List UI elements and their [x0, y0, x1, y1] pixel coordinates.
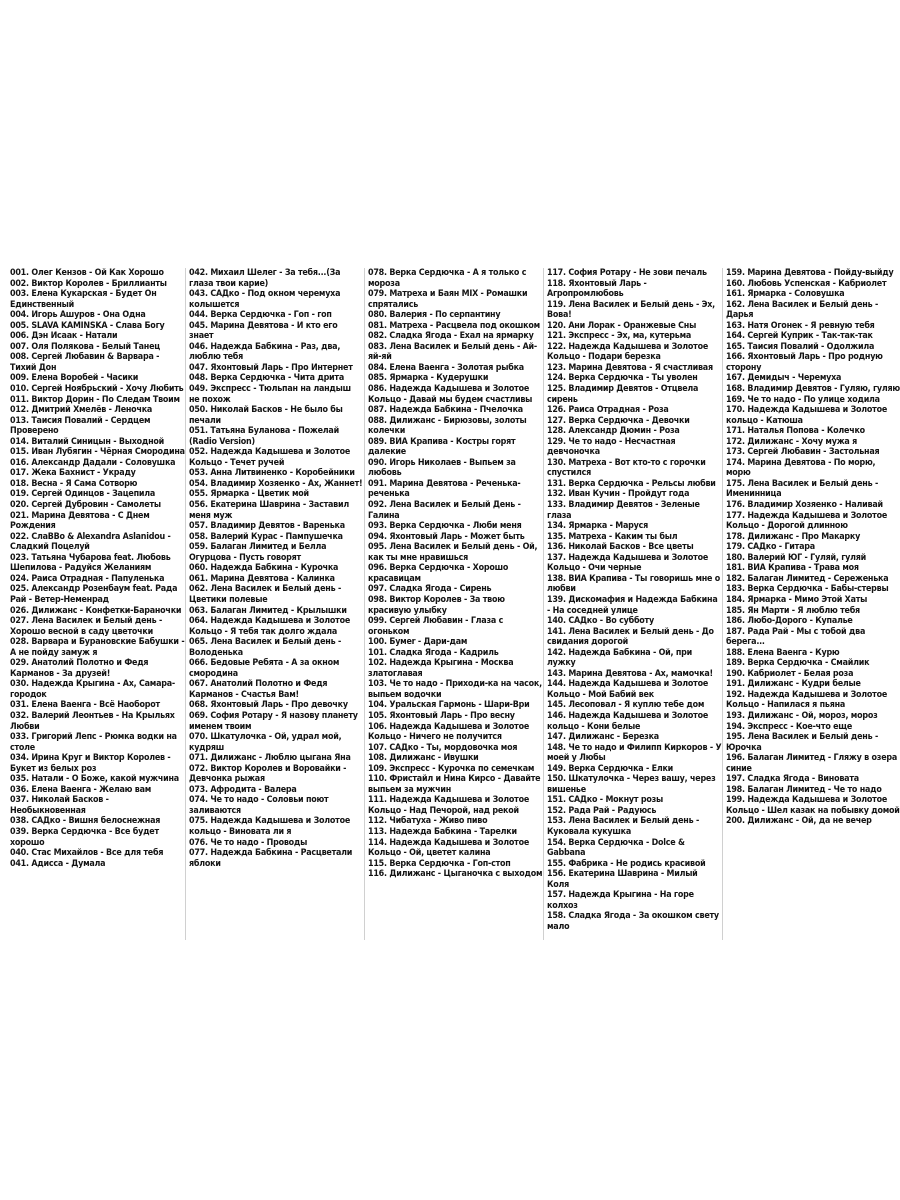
- track-item: 013. Таисия Повалий - Сердцем Проверено: [10, 415, 151, 437]
- track-item: 081. Матреха - Расцвела под окошком: [368, 320, 540, 331]
- track-item: 190. Кабриолет - Белая роза: [726, 668, 854, 679]
- track-item: 031. Елена Ваенга - Всё Наоборот: [10, 700, 160, 711]
- track-item: 079. Матреха и Баян MIX - Ромашки спрятались: [368, 289, 528, 310]
- track-item: 072. Виктор Королев и Воровайки - Девчонка рыжая: [189, 763, 347, 785]
- track-item: 148. Че то надо и Филипп Киркоров - У моей у Любы: [547, 742, 722, 764]
- track-item: 101. Сладка Ягода - Кадриль: [368, 647, 499, 658]
- track-item: 012. Дмитрий Хмелёв - Леночка: [10, 405, 153, 416]
- track-item: 155. Фабрика - Не родись красивой: [547, 858, 706, 869]
- track-item: 166. Яхонтовый Ларь - Про родную сторону: [726, 352, 883, 373]
- track-item: 048. Верка Сердючка - Чита дрита: [189, 373, 344, 384]
- track-item: 198. Балаган Лимитед - Че то надо: [726, 784, 882, 795]
- track-item: 151. САДко - Мокнут розы: [547, 795, 663, 806]
- track-item: 195. Лена Василек и Белый день - Юрочка: [726, 732, 879, 753]
- track-item: 113. Надежда Бабкина - Тарелки: [368, 826, 517, 837]
- track-item: 010. Сергей Ноябрьский - Хочу Любить: [10, 384, 184, 395]
- track-item: 134. Ярмарка - Маруся: [547, 521, 648, 532]
- track-item: 052. Надежда Кадышева и Золотое Кольцо - Течет ручей: [189, 447, 351, 468]
- track-item: 143. Марина Девятова - Ах, мамочка!: [547, 668, 713, 679]
- track-item: 130. Матреха - Вот кто-то с горочки спустился: [547, 457, 706, 479]
- track-item: 180. Валерий ЮГ - Гуляй, гуляй: [726, 552, 867, 563]
- track-item: 158. Сладка Ягода - За окошком свету мало: [547, 911, 719, 932]
- track-item: 169. Че то надо - По улице ходила: [726, 394, 880, 405]
- track-item: 175. Лена Василек и Белый день - Именинница: [726, 478, 879, 500]
- track-item: 078. Верка Сердючка - А я только с мороза: [368, 268, 527, 289]
- track-item: 087. Надежда Бабкина - Пчелочка: [368, 405, 523, 416]
- track-item: 152. Рада Рай - Радуюсь: [547, 805, 657, 816]
- track-item: 177. Надежда Кадышева и Золотое Кольцо - Дорогой длинною: [726, 510, 888, 532]
- track-item: 173. Сергей Любавин - Застольная: [726, 447, 880, 458]
- track-item: 172. Дилижанс - Хочу мужа я: [726, 436, 858, 447]
- track-item: 149. Верка Сердючка - Елки: [547, 763, 674, 774]
- track-item: 191. Дилижанс - Кудри белые: [726, 679, 861, 690]
- track-item: 015. Иван Лубягин - Чёрная Смородина: [10, 447, 185, 458]
- track-item: 009. Елена Воробей - Часики: [10, 373, 139, 384]
- track-item: 002. Виктор Королев - Бриллианты: [10, 278, 167, 289]
- track-item: 027. Лена Василек и Белый день - Хорошо весной в саду цветочки: [10, 616, 163, 637]
- track-item: 036. Елена Ваенга - Желаю вам: [10, 784, 152, 795]
- track-item: 117. София Ротару - Не зови печаль: [547, 268, 707, 278]
- track-item: 029. Анатолий Полотно и Федя Карманов - За друзей!: [10, 658, 149, 679]
- track-item: 146. Надежда Кадышева и Золотое кольцо - Кони белые: [547, 710, 709, 732]
- track-item: 034. Ирина Круг и Виктор Королев - Букет из белых роз: [10, 753, 171, 774]
- track-item: 056. Екатерина Шаврина - Заставил меня муж: [189, 500, 349, 521]
- track-item: 054. Владимир Хозяенко - Ах, Жаннет!: [189, 478, 363, 489]
- track-item: 090. Игорь Николаев - Выпьем за любовь: [368, 457, 516, 479]
- track-item: 168. Владимир Девятов - Гуляю, гуляю: [726, 384, 900, 395]
- track-column-1: [7, 268, 185, 940]
- track-item: 154. Верка Сердючка - Dolce & Gabbana: [547, 837, 685, 859]
- track-item: 181. ВИА Крапива - Трава моя: [726, 563, 859, 574]
- track-item: 043. САДко - Под окном черемуха колышется: [189, 289, 341, 310]
- track-item: 103. Че то надо - Приходи-ка на часок, выпьем водочки: [368, 679, 542, 700]
- track-item: 141. Лена Василек и Белый день - До свидания дорогой: [547, 626, 714, 648]
- track-item: 120. Ани Лорак - Оранжевые Сны: [547, 320, 697, 331]
- track-item: 119. Лена Василек и Белый день - Эх, Вова!: [547, 299, 715, 321]
- track-item: 021. Марина Девятова - С Днем Рождения: [10, 510, 150, 532]
- track-item: 186. Любо-Дорого - Купалье: [726, 616, 853, 627]
- track-item: 099. Сергей Любавин - Глаза с огоньком: [368, 616, 504, 637]
- track-item: 194. Экспресс - Кое-что еще: [726, 721, 853, 732]
- track-item: 085. Ярмарка - Кудерушки: [368, 373, 489, 384]
- track-item: 182. Балаган Лимитед - Сереженька: [726, 573, 889, 584]
- track-item: 161. Ярмарка - Соловушка: [726, 289, 845, 300]
- track-item: 069. София Ротару - Я назову планету именем твоим: [189, 710, 358, 732]
- track-item: 150. Шкатулочка - Через вашу, через вишенье: [547, 774, 716, 795]
- track-item: 096. Верка Сердючка - Хорошо красавицам: [368, 563, 509, 584]
- track-item: 076. Че то надо - Проводы: [189, 837, 308, 848]
- track-item: 035. Натали - О Боже, какой мужчина: [10, 774, 179, 785]
- track-column-2: [185, 268, 364, 940]
- track-item: 086. Надежда Кадышева и Золотое Кольцо - Давай мы будем счастливы: [368, 384, 533, 405]
- track-item: 179. САДко - Гитара: [726, 542, 815, 553]
- track-item: 077. Надежда Бабкина - Расцветали яблоки: [189, 848, 353, 869]
- track-item: 089. ВИА Крапива - Костры горят далекие: [368, 436, 516, 458]
- track-item: 153. Лена Василек и Белый день - Куковала кукушка: [547, 816, 700, 837]
- track-item: 049. Экспресс - Тюльпан на ландыш не похож: [189, 384, 351, 405]
- track-item: 164. Сергей Куприк - Так-так-так: [726, 331, 873, 342]
- track-item: 098. Виктор Королев - За твою красивую улыбку: [368, 594, 505, 616]
- track-item: 022. СлаВВо & Alexandra Aslanidou - Сладкий Поцелуй: [10, 531, 171, 553]
- track-item: 005. SLAVA KAMINSKA - Слава Богу: [10, 320, 165, 331]
- track-item: 160. Любовь Успенская - Кабриолет: [726, 278, 887, 289]
- track-item: 055. Ярмарка - Цветик мой: [189, 489, 309, 500]
- track-item: 193. Дилижанс - Ой, мороз, мороз: [726, 710, 878, 721]
- track-item: 057. Владимир Девятов - Варенька: [189, 521, 345, 532]
- track-item: 145. Лесоповал - Я куплю тебе дом: [547, 700, 705, 711]
- track-item: 107. САДко - Ты, мордовочка моя: [368, 742, 518, 753]
- track-item: 185. Ян Марти - Я люблю тебя: [726, 605, 860, 616]
- track-item: 014. Виталий Синицын - Выходной: [10, 436, 165, 447]
- track-item: 112. Чибатуха - Живо пиво: [368, 816, 488, 827]
- track-item: 199. Надежда Кадышева и Золотое Кольцо - Шел казак на побывку домой: [726, 795, 900, 816]
- track-item: 131. Верка Сердючка - Рельсы любви: [547, 478, 716, 489]
- track-item: 138. ВИА Крапива - Ты говоришь мне о любви: [547, 573, 721, 595]
- track-item: 136. Николай Басков - Все цветы: [547, 542, 694, 553]
- track-item: 004. Игорь Ашуров - Она Одна: [10, 310, 146, 321]
- track-item: 075. Надежда Кадышева и Золотое кольцо - Виновата ли я: [189, 816, 351, 837]
- track-item: 045. Марина Девятова - И кто его знает: [189, 320, 338, 342]
- track-item: 133. Владимир Девятов - Зеленые глаза: [547, 500, 700, 521]
- track-item: 028. Варвара и Бурановские Бабушки - А не пойду замуж я: [10, 637, 185, 658]
- track-item: 184. Ярмарка - Мимо Этой Хаты: [726, 594, 868, 605]
- track-item: 071. Дилижанс - Люблю цыгана Яна: [189, 753, 351, 764]
- track-item: 095. Лена Василек и Белый день - Ой, как ты мне нравишься: [368, 542, 538, 563]
- track-item: 115. Верка Сердючка - Гоп-стоп: [368, 858, 511, 869]
- track-column-4: [543, 268, 722, 940]
- track-item: 039. Верка Сердючка - Все будет хорошо: [10, 826, 159, 848]
- track-item: 011. Виктор Дорин - По Следам Твоим: [10, 394, 180, 405]
- track-item: 019. Сергей Одинцов - Зацепила: [10, 489, 156, 500]
- track-item: 140. САДко - Во субботу: [547, 616, 654, 627]
- track-item: 189. Верка Сердючка - Смайлик: [726, 658, 870, 669]
- track-item: 171. Наталья Попова - Колечко: [726, 426, 865, 437]
- track-item: 142. Надежда Бабкина - Ой, при лужку: [547, 647, 693, 669]
- track-item: 074. Че то надо - Соловьи поют заливаются: [189, 795, 329, 816]
- track-item: 051. Татьяна Буланова - Пожелай (Radio Version): [189, 426, 339, 447]
- track-item: 116. Дилижанс - Цыганочка с выходом: [368, 869, 543, 880]
- track-item: 139. Дискомафия и Надежда Бабкина - На соседней улице: [547, 594, 718, 616]
- track-item: 061. Марина Девятова - Калинка: [189, 573, 335, 584]
- track-item: 192. Надежда Кадышева и Золотое Кольцо - Напилася я пьяна: [726, 689, 888, 711]
- track-item: 044. Верка Сердючка - Гоп - гоп: [189, 310, 332, 321]
- track-item: 105. Яхонтовый Ларь - Про весну: [368, 710, 515, 721]
- track-item: 123. Марина Девятова - Я счастливая: [547, 362, 713, 373]
- track-item: 006. Дэн Исаак - Натали: [10, 331, 118, 342]
- track-item: 062. Лена Василек и Белый день - Цветики полевые: [189, 584, 342, 605]
- track-item: 065. Лена Василек и Белый день - Володенька: [189, 637, 342, 658]
- track-item: 050. Николай Басков - Не было бы печали: [189, 405, 343, 426]
- track-item: 127. Верка Сердючка - Девочки: [547, 415, 690, 426]
- track-item: 001. Олег Кензов - Ой Как Хорошо: [10, 268, 164, 278]
- track-item: 125. Владимир Девятов - Отцвела сирень: [547, 384, 699, 405]
- track-item: 018. Весна - Я Сама Сотворю: [10, 478, 138, 489]
- track-item: 147. Дилижанс - Березка: [547, 732, 659, 743]
- track-item: 080. Валерия - По серпантину: [368, 310, 501, 321]
- track-item: 023. Татьяна Чубарова feat. Любовь Шепилова - Радуйся Желаниям: [10, 552, 171, 574]
- track-item: 053. Анна Литвиненко - Коробейники: [189, 468, 355, 479]
- track-item: 038. САДко - Вишня белоснежная: [10, 816, 161, 827]
- track-item: 183. Верка Сердючка - Бабы-стервы: [726, 584, 889, 595]
- track-item: 047. Яхонтовый Ларь - Про Интернет: [189, 362, 353, 373]
- track-item: 094. Яхонтовый Ларь - Может быть: [368, 531, 525, 542]
- track-item: 059. Балаган Лимитед и Белла Огурцова - Пусть говорят: [189, 542, 327, 563]
- track-item: 196. Балаган Лимитед - Гляжу в озера синие: [726, 753, 898, 774]
- track-item: 003. Елена Кукарская - Будет Он Единственный: [10, 289, 157, 310]
- track-item: 111. Надежда Кадышева и Золотое Кольцо - Над Печорой, над рекой: [368, 795, 530, 816]
- track-item: 106. Надежда Кадышева и Золотое Кольцо - Ничего не получится: [368, 721, 530, 743]
- track-item: 167. Демидыч - Черемуха: [726, 373, 842, 384]
- track-item: 132. Иван Кучин - Пройдут года: [547, 489, 690, 500]
- track-item: 083. Лена Василек и Белый день - Ай-яй-яй: [368, 341, 537, 363]
- track-item: 073. Афродита - Валера: [189, 784, 297, 795]
- track-item: 137. Надежда Кадышева и Золотое Кольцо - Очи черные: [547, 552, 709, 574]
- track-item: 070. Шкатулочка - Ой, удрал мой, кудряш: [189, 732, 342, 753]
- track-item: 060. Надежда Бабкина - Курочка: [189, 563, 339, 574]
- track-item: 144. Надежда Кадышева и Золотое Кольцо - Мой Бабий век: [547, 679, 709, 700]
- track-item: 163. Натя Огонек - Я ревную тебя: [726, 320, 875, 331]
- track-item: 016. Александр Дадали - Соловушка: [10, 457, 176, 468]
- track-column-5: [722, 268, 900, 940]
- track-item: 197. Сладка Ягода - Виновата: [726, 774, 859, 785]
- track-item: 020. Сергей Дубровин - Самолеты: [10, 500, 161, 511]
- track-item: 091. Марина Девятова - Реченька-реченька: [368, 478, 521, 500]
- track-item: 110. Фристайл и Нина Кирсо - Давайте выпьем за мужчин: [368, 774, 541, 795]
- track-item: 068. Яхонтовый Ларь - Про девочку: [189, 700, 348, 711]
- track-item: 008. Сергей Любавин & Варвара - Тихий Дон: [10, 352, 160, 373]
- track-item: 109. Экспресс - Курочка по семечкам: [368, 763, 535, 774]
- track-item: 092. Лена Василек и Белый День - Галина: [368, 500, 521, 521]
- track-item: 156. Екатерина Шаврина - Милый Коля: [547, 869, 698, 890]
- track-item: 157. Надежда Крыгина - На горе колхоз: [547, 890, 694, 911]
- track-item: 066. Бедовые Ребята - А за окном смородина: [189, 658, 340, 679]
- track-item: 165. Таисия Повалий - Одолжила: [726, 341, 875, 352]
- track-item: 118. Яхонтовый Ларь - Агропромлюбовь: [547, 278, 647, 300]
- track-item: 162. Лена Василек и Белый день - Дарья: [726, 299, 879, 321]
- track-list-sheet: [7, 268, 900, 940]
- track-item: 030. Надежда Крыгина - Ах, Самара-городок: [10, 679, 175, 700]
- track-item: 108. Дилижанс - Ивушки: [368, 753, 479, 764]
- track-item: 042. Михаил Шелег - За тебя...(За глаза твои карие): [189, 268, 341, 289]
- track-item: 033. Григорий Лепс - Рюмка водки на столе: [10, 732, 177, 753]
- track-item: 026. Дилижанс - Конфетки-Бараночки: [10, 605, 182, 616]
- track-item: 135. Матреха - Каким ты был: [547, 531, 678, 542]
- track-item: 188. Елена Ваенга - Курю: [726, 647, 840, 658]
- track-item: 104. Уральская Гармонь - Шари-Ври: [368, 700, 530, 711]
- track-item: 128. Александр Дюмин - Роза: [547, 426, 680, 437]
- track-item: 129. Че то надо - Несчастная девчоночка: [547, 436, 676, 458]
- track-item: 064. Надежда Кадышева и Золотое Кольцо - Я тебя так долго ждала: [189, 616, 351, 637]
- track-item: 121. Экспресс - Эх, ма, кутерьма: [547, 331, 692, 342]
- track-item: 100. Бумеr - Дари-дам: [368, 637, 468, 648]
- track-item: 041. Адисса - Думала: [10, 858, 106, 869]
- track-item: 007. Оля Полякова - Белый Танец: [10, 341, 160, 352]
- track-item: 200. Дилижанс - Ой, да не вечер: [726, 816, 872, 827]
- track-item: 122. Надежда Кадышева и Золотое Кольцо - Подари березка: [547, 341, 709, 363]
- track-item: 058. Валерий Курас - Пампушечка: [189, 531, 343, 542]
- track-item: 102. Надежда Крыгина - Москва златоглавая: [368, 658, 514, 679]
- track-item: 024. Раиса Отрадная - Папуленька: [10, 573, 165, 584]
- track-item: 040. Стас Михайлов - Все для тебя: [10, 848, 164, 859]
- track-item: 088. Дилижанс - Бирюзовы, золоты колечки: [368, 415, 527, 437]
- track-item: 082. Сладка Ягода - Ехал на ярмарку: [368, 331, 534, 342]
- track-item: 017. Жека Бахнист - Украду: [10, 468, 136, 479]
- track-item: 174. Марина Девятова - По морю, морю: [726, 457, 876, 479]
- track-item: 170. Надежда Кадышева и Золотое кольцо - Катюша: [726, 405, 888, 426]
- track-item: 159. Марина Девятова - Пойду-выйду: [726, 268, 894, 278]
- track-item: 124. Верка Сердючка - Ты уволен: [547, 373, 698, 384]
- track-item: 114. Надежда Кадышева и Золотое Кольцо - Ой, цветет калина: [368, 837, 530, 859]
- track-item: 032. Валерий Леонтьев - На Крыльях Любви: [10, 710, 175, 732]
- track-item: 046. Надежда Бабкина - Раз, два, люблю тебя: [189, 341, 341, 363]
- track-item: 176. Владимир Хозяенко - Наливай: [726, 500, 883, 511]
- track-item: 187. Рада Рай - Мы с тобой два берега...: [726, 626, 866, 648]
- track-item: 093. Верка Сердючка - Люби меня: [368, 521, 522, 532]
- track-item: 025. Александр Розенбаум feat. Рада Рай - Ветер-Неменрад: [10, 584, 178, 605]
- track-column-3: [364, 268, 543, 940]
- track-item: 178. Дилижанс - Про Макарку: [726, 531, 861, 542]
- track-item: 067. Анатолий Полотно и Федя Карманов - Счастья Вам!: [189, 679, 328, 700]
- track-item: 063. Балаган Лимитед - Крылышки: [189, 605, 347, 616]
- track-item: 126. Раиса Отрадная - Роза: [547, 405, 669, 416]
- track-item: 037. Николай Басков - Необыкновенная: [10, 795, 109, 816]
- track-item: 084. Елена Ваенга - Золотая рыбка: [368, 362, 524, 373]
- track-item: 097. Сладка Ягода - Сирень: [368, 584, 492, 595]
